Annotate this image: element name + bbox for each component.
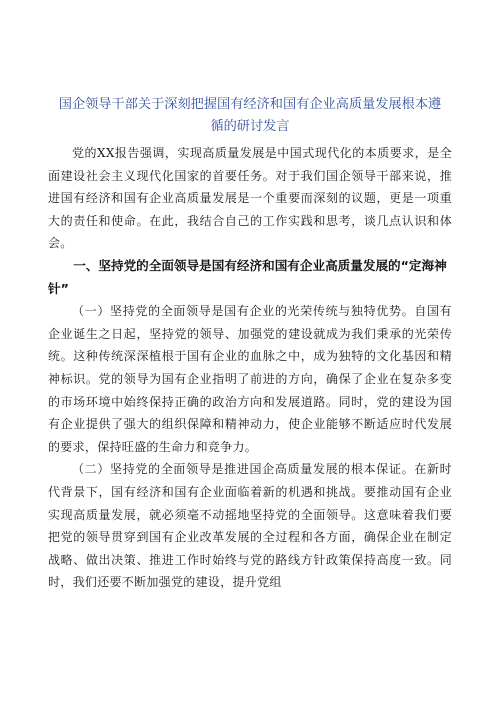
title-line-1: 国企领导干部关于深刻把握国有经济和国有企业高质量发展根本遵	[58, 97, 442, 112]
subsection-2-paragraph: （二）坚持党的全面领导是推进国企高质量发展的根本保证。在新时代背景下，国有经济和国有企业面临着新的机遇和挑战。要推动国有企业实现高质量发展，就必须毫不动摇地坚持党的全面领导。这意味着我们要把党的领导贯穿到国有企业改革发展的全过程和各方面，确保企业在制定战略、做出决策、推进工作时始终与党的路线方针政策保持高度一致。同时，我们还要不断加强党的建设，提升党组	[48, 462, 452, 590]
document-title	[48, 94, 452, 138]
title-line-2: 循的研讨发言	[210, 119, 290, 134]
subsection-1-paragraph: （一）坚持党的全面领导是国有企业的光荣传统与独特优势。自国有企业诞生之日起，坚持党的领导、加强党的建设就成为我们秉承的光荣传统。这种传统深深植根于国有企业的血脉之中，成为独特的文化基因和精神标识。党的领导为国有企业指明了前进的方向，确保了企业在复杂多变的市场环境中始终保持正确的政治方向和发展道路。同时，党的建设为国有企业提供了强大的组织保障和精神动力，使企业能够不断适应时代发展的要求，保持旺盛的生命力和竞争力。	[48, 304, 452, 454]
section-1-heading: 一、坚持党的全面领导是国有经济和国有企业高质量发展的“定海神针”	[48, 257, 447, 296]
intro-paragraph: 党的XX报告强调，实现高质量发展是中国式现代化的本质要求，是全面建设社会主义现代化国家的首要任务。对于我们国企领导干部来说，推进国有经济和国有企业高质量发展是一个重要而深刻的议题，更是一项重大的责任和使命。在此，我结合自己的工作实践和思考，谈几点认识和体会。	[48, 146, 452, 251]
